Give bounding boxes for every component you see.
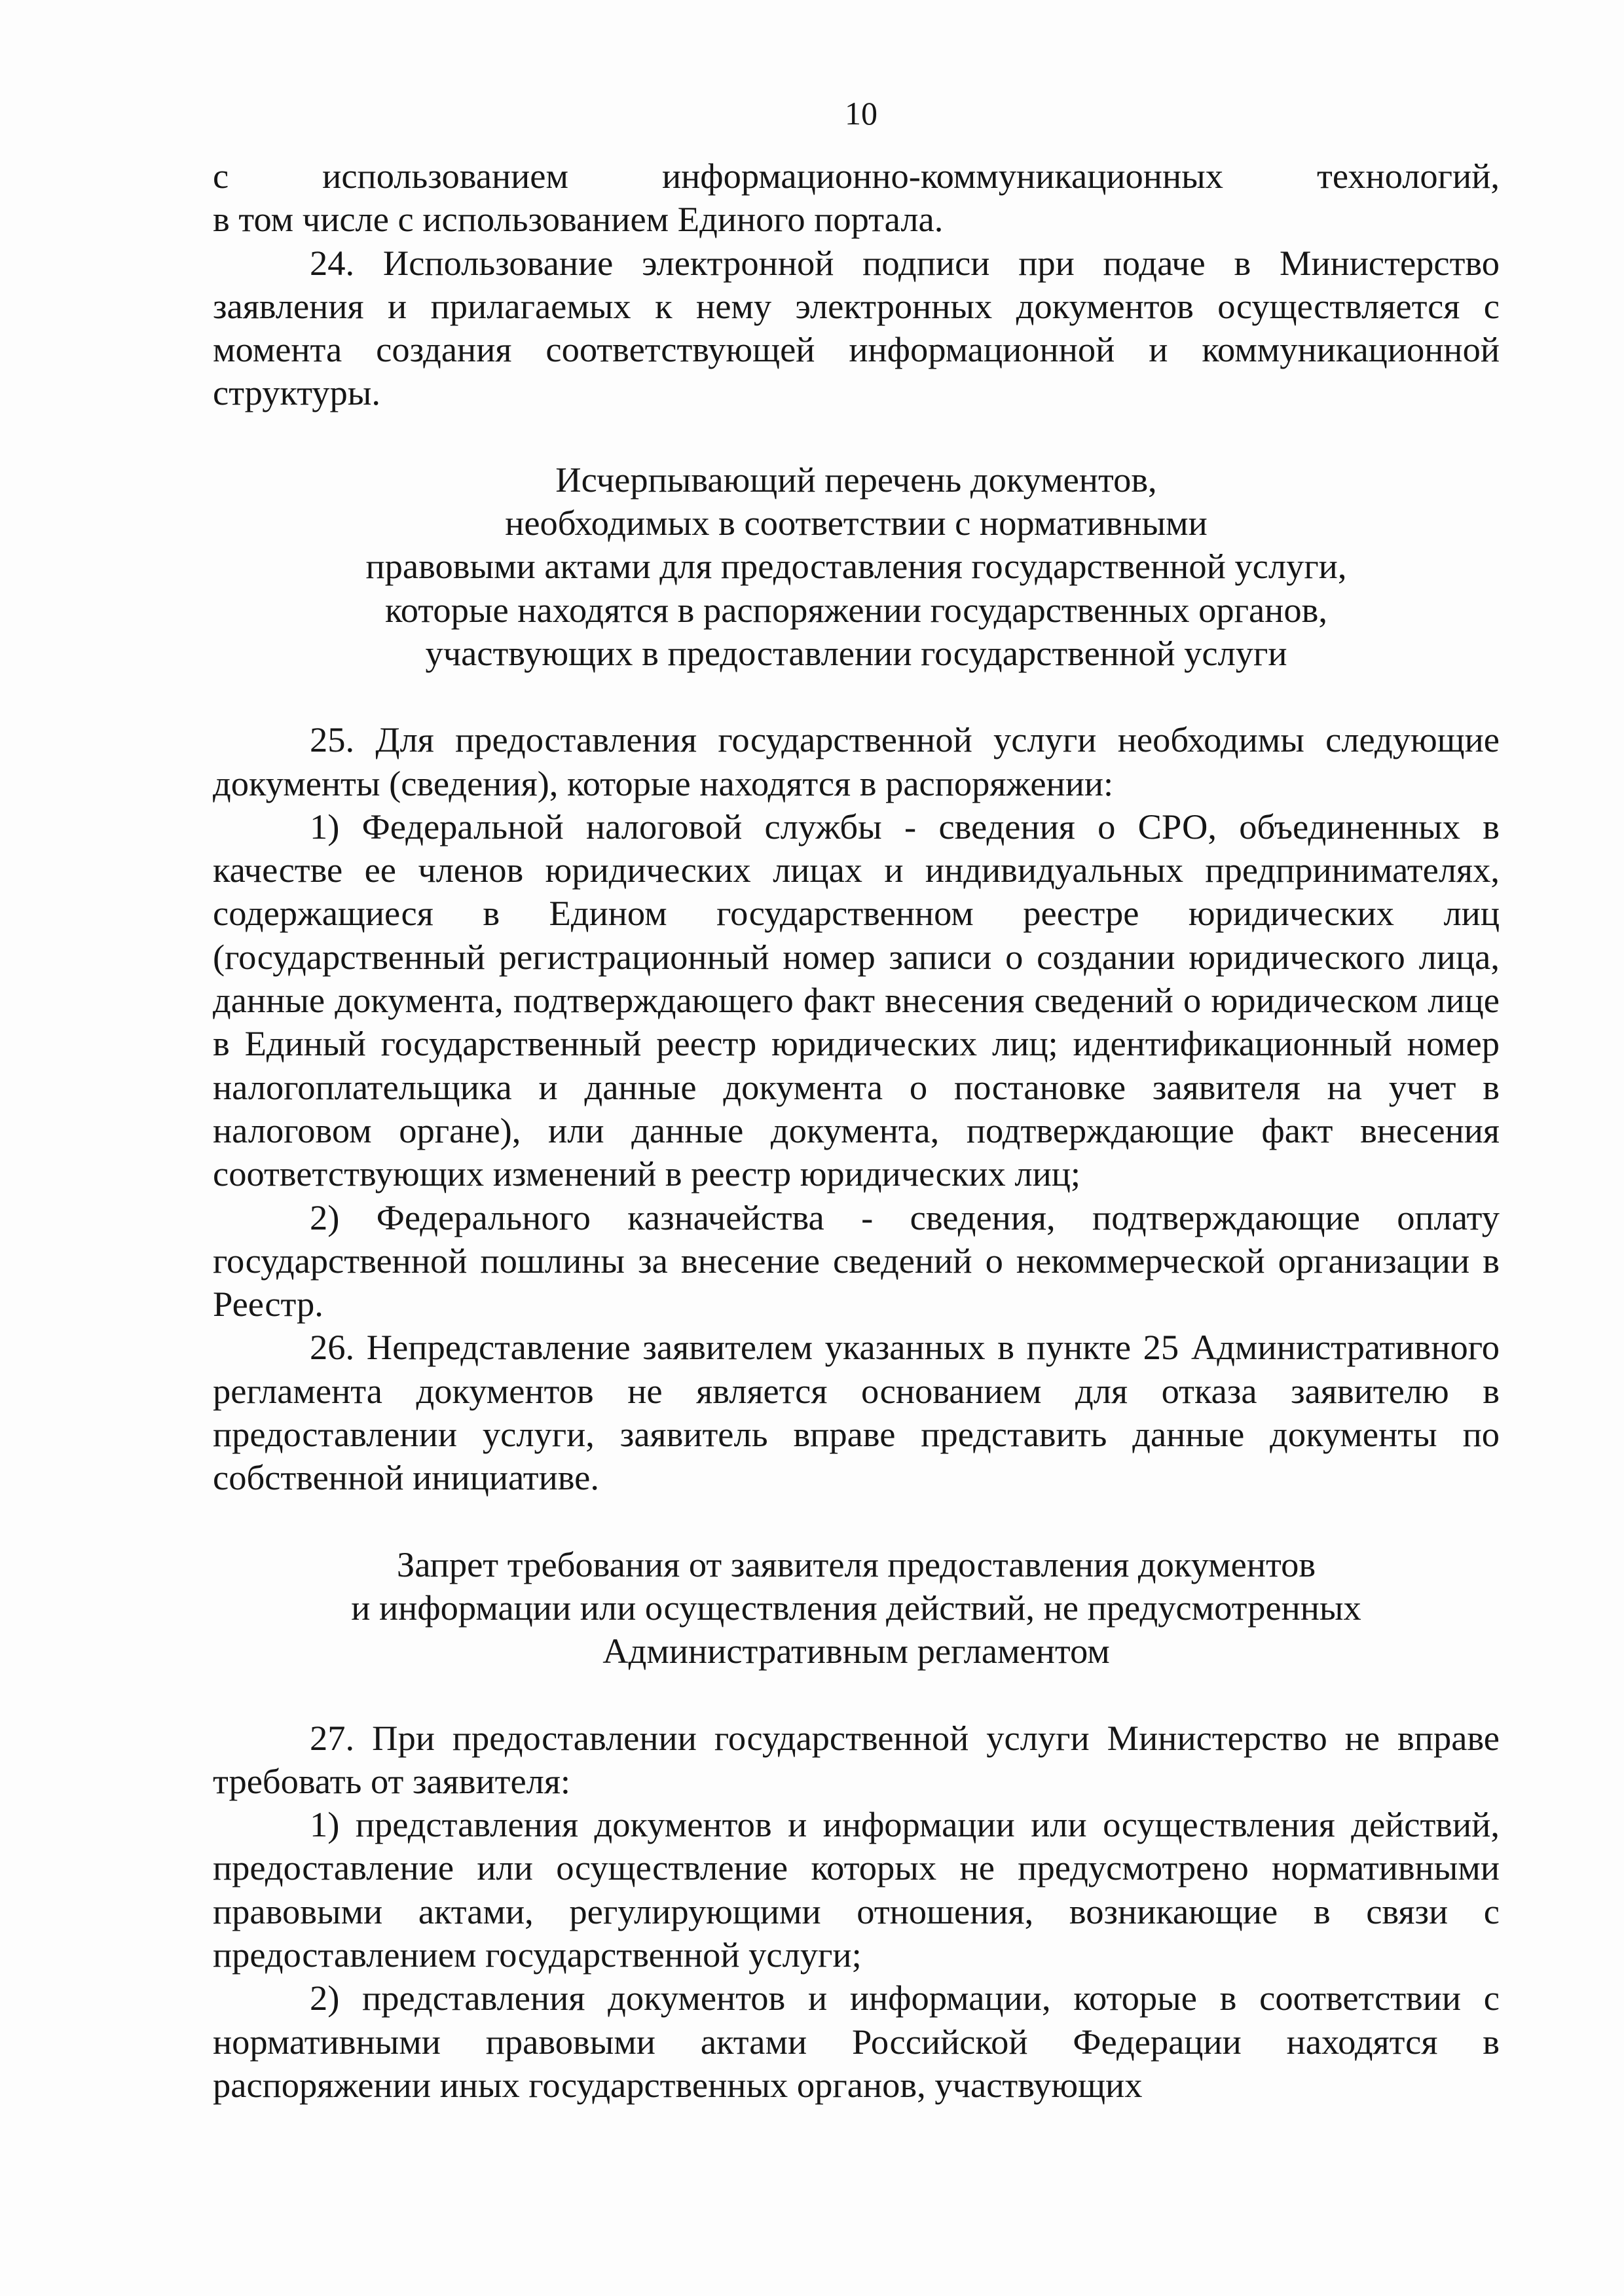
page-number: 10	[845, 95, 877, 132]
paragraph-continuation	[213, 155, 1500, 242]
heading-line: необходимых в соответствии с нормативными	[505, 503, 1208, 543]
heading-line: Запрет требования от заявителя предоставления документов	[396, 1544, 1316, 1584]
section-prohibition	[213, 1717, 1500, 2107]
paragraph-27-item-2: 2) представления документов и информации, которые в соответствии с нормативными правовыми актами Российской Федерации находятся в распоряжении иных государственных органов, участвующих	[213, 1978, 1500, 2105]
heading-line: участвующих в предоставлении государственной услуги	[425, 632, 1287, 673]
heading-line: правовыми актами для предоставления государственной услуги,	[365, 546, 1347, 587]
heading-line: Исчерпывающий перечень документов,	[555, 459, 1157, 500]
paragraph-25-item-1: 1) Федеральной налоговой службы - сведения о СРО, объединенных в качестве ее членов юридических лицах и индивидуальных предпринимателях, содержащиеся в Едином государственном реестре юридических лиц (государственный регистрационный номер записи о создании юридического лица, данные документа, подтверждающего факт внесения сведений о юридическом лице в Единый государственный реестр юридических лиц; идентификационный номер налогоплательщика и данные документа о постановке заявителя на учет в налоговом органе), или данные документа, подтверждающие факт внесения соответствующих изменений в реестр юридических лиц;	[213, 806, 1500, 1194]
heading-line: которые находятся в распоряжении государственных органов,	[385, 589, 1327, 630]
section-heading-documents-list	[213, 458, 1500, 675]
paragraph-27: 27. При предоставлении государственной услуги Министерство не вправе требовать от заявителя:	[213, 1717, 1500, 1801]
paragraph-27-item-1: 1) представления документов и информации или осуществления действий, предоставление или осуществление которых не предусмотрено нормативными правовыми актами, регулирующими отношения, возникающие в связи с предоставлением государственной услуги;	[213, 1804, 1500, 1975]
paragraph-25: 25. Для предоставления государственной услуги необходимы следующие документы (сведения), которые находятся в распоряжении:	[213, 720, 1500, 803]
paragraph-24: 24. Использование электронной подписи при подаче в Министерство заявления и прилагаемых к нему электронных документов осуществляется с момента создания соответствующей информационной и коммуникационной структуры.	[213, 242, 1500, 413]
paragraph-26: 26. Непредставление заявителем указанных в пункте 25 Административного регламента документов не является основанием для отказа заявителю в предоставлении услуги, заявитель вправе представить данные документы по собственной инициативе.	[213, 1327, 1500, 1498]
section-documents-list	[213, 718, 1500, 1499]
heading-line: и информации или осуществления действий, не предусмотренных	[351, 1587, 1361, 1628]
text-line: в том числе с использованием Единого портала.	[213, 199, 944, 240]
heading-line: Административным регламентом	[602, 1631, 1110, 1671]
document-body	[213, 155, 1500, 2107]
paragraph-25-item-2: 2) Федерального казначейства - сведения, подтверждающие оплату государственной пошлины за внесение сведений о некоммерческой организации в Реестр.	[213, 1197, 1500, 1324]
section-heading-prohibition	[213, 1543, 1500, 1673]
text-line: с использованием информационно-коммуникационных технологий,	[213, 156, 1500, 196]
